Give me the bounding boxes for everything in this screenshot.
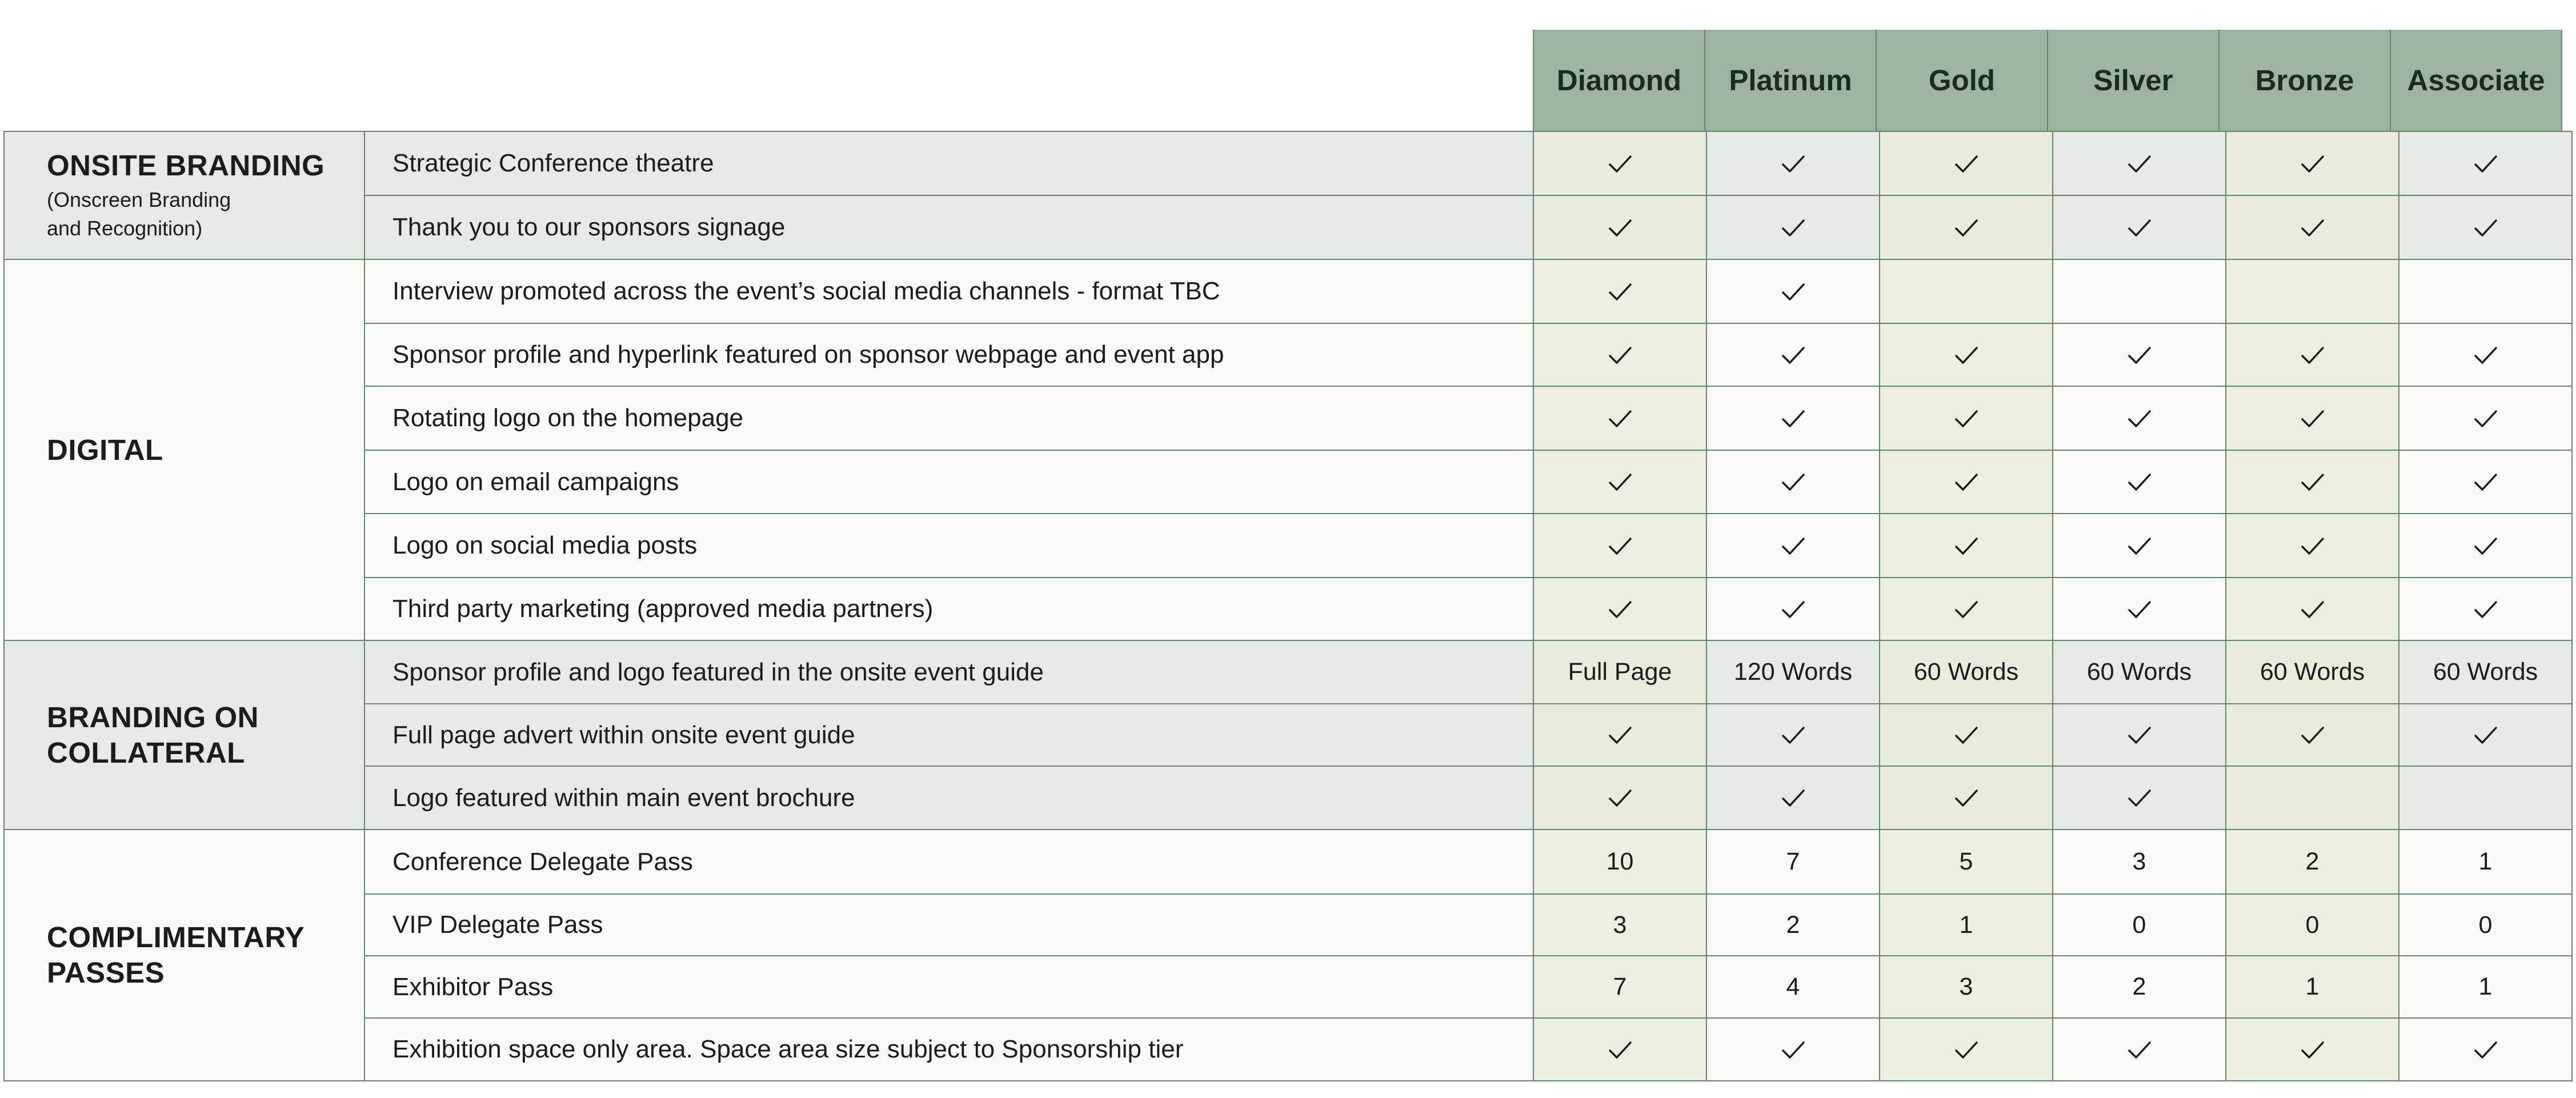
- cell-associate: [2399, 1018, 2572, 1081]
- cell-gold: [1880, 766, 2053, 829]
- check-icon: [1779, 784, 1808, 812]
- table-row: [4, 766, 2572, 829]
- check-icon: [2125, 341, 2154, 370]
- cell-value: 2: [1786, 911, 1800, 939]
- section-title: ONSITE BRANDING: [47, 149, 325, 182]
- cell-bronze: [2226, 766, 2399, 829]
- check-icon: [1952, 150, 1981, 178]
- check-icon: [2125, 1036, 2154, 1064]
- cell-associate: [2399, 131, 2572, 195]
- check-icon: [2298, 721, 2327, 750]
- check-icon: [1606, 721, 1634, 750]
- cell-bronze: [2226, 578, 2399, 640]
- cell-silver: [2053, 259, 2226, 323]
- check-icon: [2298, 341, 2327, 370]
- cell-silver: [2053, 386, 2226, 450]
- feature-label: Interview promoted across the event’s social media channels - format TBC: [364, 259, 1533, 323]
- check-icon: [1779, 341, 1808, 370]
- cell-bronze: [2226, 1018, 2399, 1081]
- cell-silver: [2053, 131, 2226, 195]
- cell-gold: [1880, 578, 2053, 640]
- feature-label: Strategic Conference theatre: [364, 131, 1533, 195]
- cell-associate: [2399, 956, 2572, 1018]
- check-icon: [1779, 150, 1808, 178]
- check-icon: [2471, 721, 2500, 750]
- check-icon: [2471, 404, 2500, 433]
- check-icon: [1952, 341, 1981, 370]
- cell-platinum: [1706, 450, 1880, 514]
- cell-silver: [2053, 514, 2226, 578]
- check-icon: [2125, 784, 2154, 812]
- cell-value: 0: [2305, 911, 2319, 939]
- cell-bronze: [2226, 894, 2399, 956]
- benefits-table: [3, 131, 2573, 1081]
- cell-associate: [2399, 259, 2572, 323]
- check-icon: [1779, 595, 1808, 624]
- cell-bronze: [2226, 640, 2399, 704]
- feature-label: Logo on email campaigns: [364, 450, 1533, 514]
- cell-value: 1: [1959, 911, 1973, 939]
- cell-value: 3: [1613, 911, 1627, 939]
- check-icon: [1779, 404, 1808, 433]
- tier-header-platinum: Platinum: [1704, 30, 1877, 131]
- cell-silver: [2053, 704, 2226, 766]
- check-icon: [2471, 150, 2500, 178]
- cell-gold: [1880, 894, 2053, 956]
- table-row: [4, 829, 2572, 894]
- cell-associate: [2399, 386, 2572, 450]
- cell-value: 60 Words: [2086, 658, 2192, 686]
- cell-gold: [1880, 195, 2053, 259]
- check-icon: [2125, 532, 2154, 560]
- cell-value: 7: [1786, 848, 1800, 875]
- cell-diamond: [1533, 323, 1706, 386]
- cell-value: 3: [1959, 973, 1973, 1000]
- cell-gold: [1880, 1018, 2053, 1081]
- check-icon: [2298, 1036, 2327, 1064]
- check-icon: [1779, 468, 1808, 496]
- cell-gold: [1880, 514, 2053, 578]
- cell-gold: [1880, 131, 2053, 195]
- table-row: [4, 894, 2572, 956]
- tier-header-diamond: Diamond: [1533, 30, 1705, 131]
- cell-value: 60 Words: [1913, 658, 2019, 686]
- check-icon: [1779, 278, 1808, 306]
- cell-platinum: [1706, 386, 1880, 450]
- section-title: PASSES: [47, 956, 165, 989]
- check-icon: [1606, 468, 1634, 496]
- cell-silver: [2053, 1018, 2226, 1081]
- cell-value: 1: [2478, 848, 2493, 875]
- cell-diamond: [1533, 195, 1706, 259]
- section-label: [4, 131, 364, 259]
- check-icon: [1606, 150, 1634, 178]
- check-icon: [2298, 468, 2327, 496]
- cell-platinum: [1706, 131, 1880, 195]
- cell-diamond: [1533, 131, 1706, 195]
- cell-value: 7: [1613, 973, 1627, 1000]
- check-icon: [2125, 595, 2154, 624]
- table-row: [4, 450, 2572, 514]
- cell-bronze: [2226, 386, 2399, 450]
- cell-silver: [2053, 766, 2226, 829]
- table-row: [4, 386, 2572, 450]
- check-icon: [1606, 341, 1634, 370]
- cell-gold: [1880, 640, 2053, 704]
- cell-silver: [2053, 195, 2226, 259]
- cell-diamond: [1533, 640, 1706, 704]
- cell-diamond: [1533, 704, 1706, 766]
- feature-label: Logo on social media posts: [364, 514, 1533, 578]
- check-icon: [1952, 595, 1981, 624]
- section-label: [4, 259, 364, 640]
- tier-header-gold: Gold: [1876, 30, 2048, 131]
- cell-silver: [2053, 450, 2226, 514]
- cell-gold: [1880, 829, 2053, 894]
- cell-gold: [1880, 450, 2053, 514]
- cell-bronze: [2226, 131, 2399, 195]
- check-icon: [1952, 404, 1981, 433]
- feature-label: Third party marketing (approved media partners): [364, 578, 1533, 640]
- cell-silver: [2053, 829, 2226, 894]
- feature-label: Thank you to our sponsors signage: [364, 195, 1533, 259]
- cell-platinum: [1706, 195, 1880, 259]
- table-row: [4, 131, 2572, 195]
- cell-value: 1: [2478, 973, 2493, 1000]
- check-icon: [2125, 721, 2154, 750]
- cell-value: 3: [2132, 848, 2146, 875]
- cell-gold: [1880, 956, 2053, 1018]
- table-row: [4, 195, 2572, 259]
- table-row: [4, 578, 2572, 640]
- section-title: DIGITAL: [47, 433, 163, 466]
- cell-value: 60 Words: [2433, 658, 2538, 686]
- cell-platinum: [1706, 766, 1880, 829]
- check-icon: [1606, 404, 1634, 433]
- cell-value: 1: [2305, 973, 2319, 1000]
- cell-associate: [2399, 894, 2572, 956]
- cell-platinum: [1706, 704, 1880, 766]
- check-icon: [1779, 214, 1808, 242]
- cell-value: Full Page: [1568, 658, 1672, 686]
- table-row: [4, 704, 2572, 766]
- cell-diamond: [1533, 1018, 1706, 1081]
- check-icon: [1952, 468, 1981, 496]
- check-icon: [1606, 532, 1634, 560]
- cell-gold: [1880, 323, 2053, 386]
- cell-value: 0: [2478, 911, 2493, 939]
- cell-platinum: [1706, 259, 1880, 323]
- tier-header-row: [1533, 30, 2562, 131]
- check-icon: [1779, 1036, 1808, 1064]
- check-icon: [2298, 532, 2327, 560]
- cell-diamond: [1533, 450, 1706, 514]
- check-icon: [1779, 721, 1808, 750]
- cell-diamond: [1533, 956, 1706, 1018]
- feature-label: Rotating logo on the homepage: [364, 386, 1533, 450]
- table-row: [4, 259, 2572, 323]
- cell-bronze: [2226, 514, 2399, 578]
- table-row: [4, 956, 2572, 1018]
- feature-label: Exhibitor Pass: [364, 956, 1533, 1018]
- check-icon: [1952, 1036, 1981, 1064]
- check-icon: [1606, 214, 1634, 242]
- cell-silver: [2053, 578, 2226, 640]
- check-icon: [2471, 595, 2500, 624]
- cell-platinum: [1706, 640, 1880, 704]
- check-icon: [1952, 532, 1981, 560]
- cell-bronze: [2226, 704, 2399, 766]
- tier-header-bronze: Bronze: [2218, 30, 2391, 131]
- cell-gold: [1880, 704, 2053, 766]
- cell-diamond: [1533, 766, 1706, 829]
- cell-gold: [1880, 259, 2053, 323]
- cell-value: 5: [1959, 848, 1973, 875]
- check-icon: [1606, 784, 1634, 812]
- check-icon: [2298, 404, 2327, 433]
- check-icon: [2125, 214, 2154, 242]
- cell-associate: [2399, 829, 2572, 894]
- cell-bronze: [2226, 829, 2399, 894]
- check-icon: [2125, 404, 2154, 433]
- cell-bronze: [2226, 259, 2399, 323]
- cell-value: 60 Words: [2259, 658, 2365, 686]
- section-subtitle-line: and Recognition): [47, 217, 203, 240]
- cell-silver: [2053, 323, 2226, 386]
- cell-associate: [2399, 514, 2572, 578]
- cell-value: 10: [1606, 848, 1634, 875]
- cell-silver: [2053, 894, 2226, 956]
- cell-gold: [1880, 386, 2053, 450]
- check-icon: [1952, 721, 1981, 750]
- check-icon: [2125, 468, 2154, 496]
- check-icon: [1606, 1036, 1634, 1064]
- feature-label: Sponsor profile and logo featured in the onsite event guide: [364, 640, 1533, 704]
- cell-platinum: [1706, 1018, 1880, 1081]
- cell-value: 4: [1786, 973, 1800, 1000]
- cell-bronze: [2226, 956, 2399, 1018]
- check-icon: [2298, 595, 2327, 624]
- tier-header-silver: Silver: [2047, 30, 2220, 131]
- section-title: COMPLIMENTARY: [47, 921, 305, 953]
- cell-diamond: [1533, 578, 1706, 640]
- check-icon: [1606, 595, 1634, 624]
- section-subtitle: [47, 186, 364, 243]
- cell-associate: [2399, 578, 2572, 640]
- cell-associate: [2399, 640, 2572, 704]
- cell-diamond: [1533, 514, 1706, 578]
- table-row: [4, 640, 2572, 704]
- feature-label: VIP Delegate Pass: [364, 894, 1533, 956]
- cell-platinum: [1706, 323, 1880, 386]
- cell-diamond: [1533, 894, 1706, 956]
- cell-platinum: [1706, 894, 1880, 956]
- check-icon: [1606, 278, 1634, 306]
- section-title: BRANDING ON: [47, 700, 259, 734]
- cell-platinum: [1706, 514, 1880, 578]
- check-icon: [1779, 532, 1808, 560]
- check-icon: [2471, 1036, 2500, 1064]
- cell-value: 2: [2305, 848, 2319, 875]
- cell-value: 2: [2132, 973, 2146, 1000]
- feature-label: Exhibition space only area. Space area size subject to Sponsorship tier: [364, 1018, 1533, 1081]
- check-icon: [1952, 784, 1981, 812]
- cell-bronze: [2226, 195, 2399, 259]
- cell-diamond: [1533, 259, 1706, 323]
- feature-label: Sponsor profile and hyperlink featured on sponsor webpage and event app: [364, 323, 1533, 386]
- cell-platinum: [1706, 829, 1880, 894]
- cell-diamond: [1533, 829, 1706, 894]
- table-row: [4, 1018, 2572, 1081]
- cell-platinum: [1706, 956, 1880, 1018]
- cell-silver: [2053, 640, 2226, 704]
- section-title: COLLATERAL: [47, 736, 245, 769]
- cell-associate: [2399, 704, 2572, 766]
- check-icon: [2471, 341, 2500, 370]
- tier-header-associate: Associate: [2390, 30, 2562, 131]
- cell-silver: [2053, 956, 2226, 1018]
- check-icon: [2298, 214, 2327, 242]
- cell-value: 0: [2132, 911, 2146, 939]
- cell-associate: [2399, 766, 2572, 829]
- table-row: [4, 514, 2572, 578]
- check-icon: [2471, 532, 2500, 560]
- section-label: [4, 640, 364, 829]
- table-row: [4, 323, 2572, 386]
- cell-associate: [2399, 323, 2572, 386]
- feature-label: Conference Delegate Pass: [364, 829, 1533, 894]
- feature-label: Full page advert within onsite event guide: [364, 704, 1533, 766]
- check-icon: [2125, 150, 2154, 178]
- cell-associate: [2399, 195, 2572, 259]
- check-icon: [1952, 214, 1981, 242]
- cell-bronze: [2226, 323, 2399, 386]
- cell-diamond: [1533, 386, 1706, 450]
- cell-bronze: [2226, 450, 2399, 514]
- check-icon: [2471, 214, 2500, 242]
- cell-platinum: [1706, 578, 1880, 640]
- cell-associate: [2399, 450, 2572, 514]
- cell-value: 120 Words: [1733, 658, 1853, 686]
- check-icon: [2298, 150, 2327, 178]
- check-icon: [2471, 468, 2500, 496]
- section-subtitle-line: (Onscreen Branding: [47, 188, 231, 211]
- section-label: [4, 829, 364, 1081]
- feature-label: Logo featured within main event brochure: [364, 766, 1533, 829]
